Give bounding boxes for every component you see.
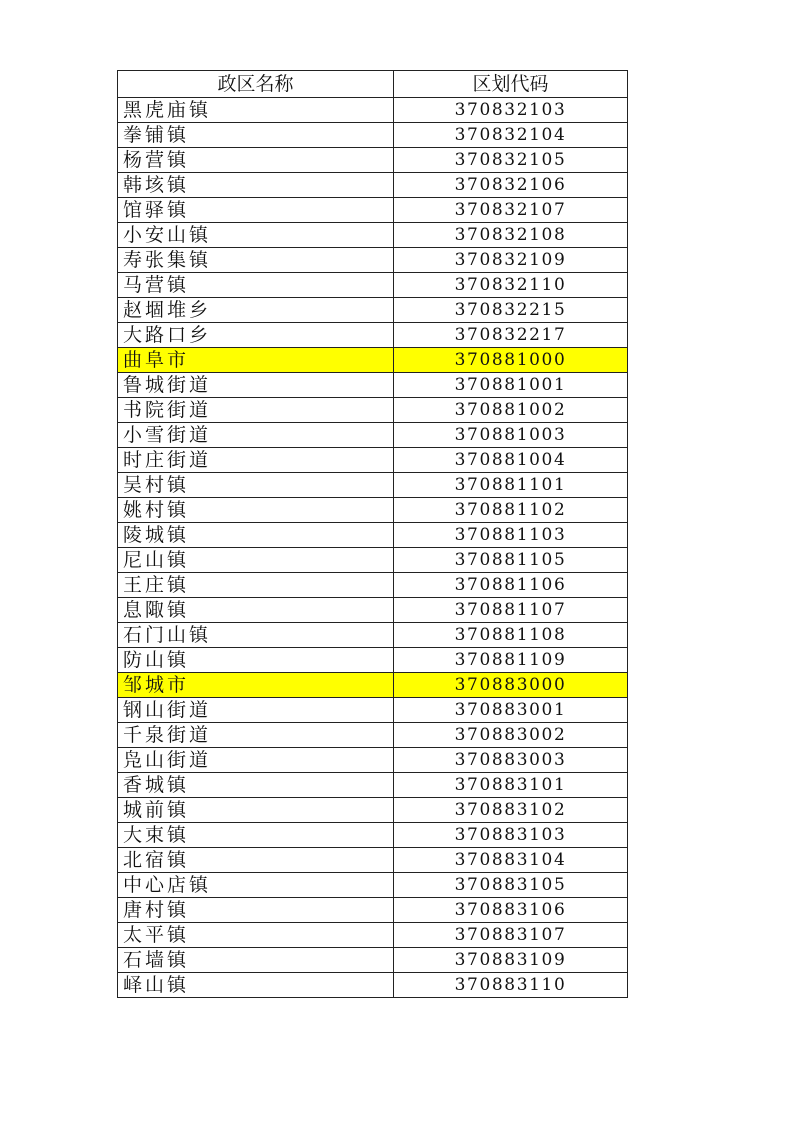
table-row [118,598,628,623]
table-row [118,273,628,298]
table-row [118,648,628,673]
table-header [118,71,628,98]
division-name-cell: 大束镇 [118,823,394,848]
table-row [118,498,628,523]
division-code-cell: 370881002 [394,398,628,423]
division-code-cell: 370832108 [394,223,628,248]
division-code-cell: 370881003 [394,423,628,448]
division-name-cell: 杨营镇 [118,148,394,173]
division-name-cell: 峄山镇 [118,973,394,998]
table-row [118,548,628,573]
division-code-cell: 370883103 [394,823,628,848]
division-name-cell: 时庄街道 [118,448,394,473]
division-code-cell: 370832106 [394,173,628,198]
division-name-cell: 千泉街道 [118,723,394,748]
division-code-cell: 370832110 [394,273,628,298]
table-row [118,223,628,248]
table-row [118,398,628,423]
division-name-cell: 石门山镇 [118,623,394,648]
division-name-cell: 赵堌堆乡 [118,298,394,323]
division-name-cell: 曲阜市 [118,348,394,373]
table-row [118,948,628,973]
table-row [118,773,628,798]
table-row [118,823,628,848]
table-row [118,148,628,173]
division-code-cell: 370883110 [394,973,628,998]
division-name-cell: 陵城镇 [118,523,394,548]
division-code-table [117,70,628,998]
table-row [118,898,628,923]
table-row [118,923,628,948]
table-row [118,523,628,548]
division-name-cell: 防山镇 [118,648,394,673]
division-name-cell: 鲁城街道 [118,373,394,398]
division-code-cell: 370832103 [394,98,628,123]
table-row [118,848,628,873]
table-row [118,373,628,398]
table-body [118,98,628,998]
division-code-cell: 370883104 [394,848,628,873]
division-code-cell: 370881106 [394,573,628,598]
division-name-cell: 姚村镇 [118,498,394,523]
division-name-cell: 小雪街道 [118,423,394,448]
header-division-code: 区划代码 [394,71,628,98]
table-row-highlighted [118,348,628,373]
division-code-cell: 370881108 [394,623,628,648]
division-name-cell: 香城镇 [118,773,394,798]
division-code-cell: 370883105 [394,873,628,898]
division-name-cell: 太平镇 [118,923,394,948]
division-name-cell: 大路口乡 [118,323,394,348]
division-name-cell: 王庄镇 [118,573,394,598]
division-name-cell: 凫山街道 [118,748,394,773]
table-row [118,623,628,648]
division-name-cell: 唐村镇 [118,898,394,923]
table-row [118,723,628,748]
division-code-cell: 370881102 [394,498,628,523]
division-code-cell: 370883002 [394,723,628,748]
division-code-cell: 370881101 [394,473,628,498]
division-name-cell: 马营镇 [118,273,394,298]
division-code-cell: 370881103 [394,523,628,548]
table-row [118,423,628,448]
division-name-cell: 吴村镇 [118,473,394,498]
division-code-cell: 370883003 [394,748,628,773]
division-code-cell: 370883000 [394,673,628,698]
division-code-cell: 370881107 [394,598,628,623]
division-code-cell: 370883102 [394,798,628,823]
division-name-cell: 韩垓镇 [118,173,394,198]
division-name-cell: 馆驿镇 [118,198,394,223]
division-name-cell: 钢山街道 [118,698,394,723]
table-row [118,798,628,823]
division-name-cell: 书院街道 [118,398,394,423]
division-name-cell: 拳铺镇 [118,123,394,148]
table-row [118,873,628,898]
table-row [118,748,628,773]
table-row [118,698,628,723]
division-code-cell: 370832109 [394,248,628,273]
table-row [118,298,628,323]
division-code-cell: 370883107 [394,923,628,948]
division-name-cell: 息陬镇 [118,598,394,623]
table-row [118,198,628,223]
division-name-cell: 尼山镇 [118,548,394,573]
division-code-cell: 370881004 [394,448,628,473]
division-code-cell: 370832217 [394,323,628,348]
division-code-cell: 370881001 [394,373,628,398]
division-code-cell: 370832107 [394,198,628,223]
table-row [118,98,628,123]
division-name-cell: 石墙镇 [118,948,394,973]
division-code-cell: 370832105 [394,148,628,173]
table-row [118,173,628,198]
division-code-cell: 370883001 [394,698,628,723]
division-name-cell: 城前镇 [118,798,394,823]
division-code-cell: 370883109 [394,948,628,973]
table-row [118,123,628,148]
table-row-highlighted [118,673,628,698]
table-row [118,323,628,348]
division-code-cell: 370881105 [394,548,628,573]
header-row [118,71,628,98]
division-name-cell: 中心店镇 [118,873,394,898]
division-code-cell: 370881109 [394,648,628,673]
division-name-cell: 寿张集镇 [118,248,394,273]
division-code-cell: 370832215 [394,298,628,323]
table-row [118,973,628,998]
division-code-cell: 370883101 [394,773,628,798]
table-row [118,473,628,498]
division-name-cell: 邹城市 [118,673,394,698]
division-name-cell: 小安山镇 [118,223,394,248]
division-code-cell: 370881000 [394,348,628,373]
division-code-cell: 370883106 [394,898,628,923]
table-row [118,448,628,473]
table-row [118,573,628,598]
header-division-name: 政区名称 [118,71,394,98]
table-row [118,248,628,273]
division-name-cell: 黑虎庙镇 [118,98,394,123]
division-code-cell: 370832104 [394,123,628,148]
division-name-cell: 北宿镇 [118,848,394,873]
